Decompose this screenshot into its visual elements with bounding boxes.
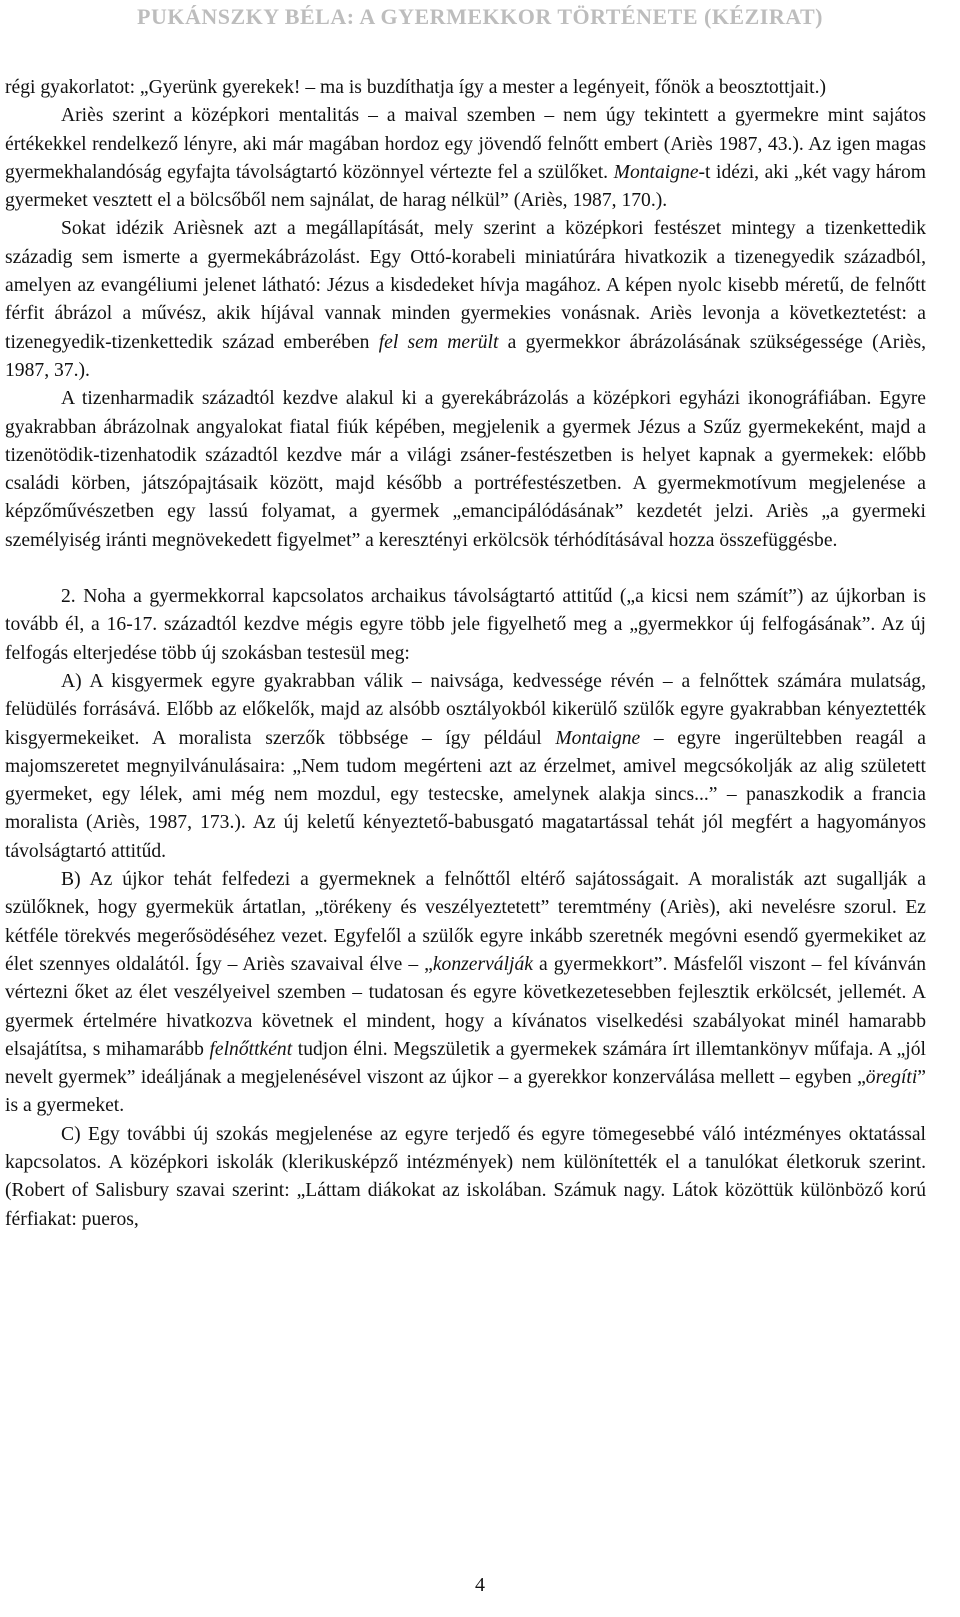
- text-run: B) Az újkor tehát felfedezi a gyermeknek a felnőttől eltérő sajátosságait. A moralisták azt sugallják a szülőknek, hogy gyermekük ártatlan, „törékeny és veszélyeztetett” teremtmény (Ariès), aki nevelésre szorul. Ez kétféle törekvés megerősödéséhez vezet. Egyfelől a szülők egyre inkább szeretnék megóvni esendő gyermekiket az élet szennyes oldalától. Így – Ariès szavaival élve – „: [5, 869, 926, 975]
- running-header: PUKÁNSZKY BÉLA: A GYERMEKKOR TÖRTÉNETE (KÉZIRAT): [137, 4, 823, 29]
- text-run: -t idézi, aki „két vagy három gyermeket vesztett el a bölcsőből nem sajnálat, de harag nélkül” (Ariès, 1987, 170.).: [5, 161, 926, 212]
- paragraph-c: [5, 1121, 926, 1234]
- text-run: 2. Noha a gyermekkorral kapcsolatos archaikus távolságtartó attitűd („a kicsi nem számít”) az újkorban is tovább él, a 16-17. századtól kezdve mégis egyre több jele figyelhető meg a „gyermekkor új felfogásának”. Az új felfogás elterjedése több új szokásban testesül meg:: [5, 586, 926, 664]
- text-run: ” is a gyermeket.: [5, 1067, 926, 1117]
- text-run: Ariès szerint a középkori mentalitás – a maival szemben – nem úgy tekintett a gyermekre mint sajátos értékekkel rendelkező lényre, aki már magában hordoz egy jövendő felnőtt embert (Ariès 1987, 43.). Az igen magas gyermekhalandóság egyfajta távolságtartó közönnyel vértezte fel a szülőket.: [5, 105, 926, 183]
- paragraph: [5, 215, 926, 385]
- italic-run: Montaigne: [613, 161, 699, 183]
- paragraph-a: [5, 668, 926, 866]
- italic-run: konzerválják: [432, 953, 533, 975]
- text-run: A tizenharmadik századtól kezdve alakul ki a gyerekábrázolás a középkori egyházi ikonográfiában. Egyre gyakrabban ábrázolnak angyalokat fiatal fiúk képében, megjelenik a gyermek Jézus a Szűz gyermekeként, majd a tizenötödik-tizenhatodik századtól kezdve már a világi zsáner-festészetben is helyet kapnak a gyermekek: előbb családi körben, játszópajtásaik között, majd később a portréfestészetben. A gyermekmotívum megjelenése a képzőművészetben egy lassú folyamat, a gyermek „emancipálódásának” kezdetét jelzi. Ariès „a gyermeki személyiség iránti megnövekedett figyelmet” a keresztényi erkölcsök térhódításával hozza összefüggésbe.: [5, 388, 926, 551]
- document-body: [5, 74, 926, 1234]
- text-run: a gyermekkort”. Másfelől viszont – fel kívánván vértezni őket az élet veszélyeivel szemben – tudatosan és egyre következetesebben fejlesztik erkölcsét, jellemét. A gyermek értelmére hivatkozva követnek el mindent, hogy a kívánatos viselkedési szabályokat minél hamarabb elsajátítsa, s mihamarább: [5, 953, 926, 1060]
- text-run: A) A kisgyermek egyre gyakrabban válik – naivsága, kedvessége révén – a felnőttek számára mulatság, felüdülés forrásává. Előbb az előkelők, majd az alsóbb osztályokból kikerülő szülők egyre gyakrabban kényeztették kisgyermekeiket. A moralista szerzők többsége – így például: [5, 670, 926, 749]
- paragraph: [5, 385, 926, 555]
- text-run: a gyermekkor ábrázolásának szükségessége (Ariès, 1987, 37.).: [5, 331, 926, 381]
- text-run: tudjon élni. Megszületik a gyermekek számára írt illemtankönyv műfaja. A „jól nevelt gyermek” ideáljának a megjelenésével viszont az újkor – a gyerekkor konzerválása mellett – egyben „: [5, 1038, 926, 1089]
- italic-run: fel sem merült: [378, 331, 499, 353]
- text-run: C) Egy további új szokás megjelenése az egyre terjedő és egyre tömegesebbé váló intézményes oktatással kapcsolatos. A középkori iskolák (klerikusképző intézmények) nem különítették el a tanulókat életkoruk szerint. (Robert of Salisbury szavai szerint: „Láttam diákokat az iskolában. Számuk nagy. Látok közöttük különböző korú férfiakat: pueros,: [5, 1123, 926, 1230]
- paragraph-b: [5, 866, 926, 1121]
- italic-run: öregíti: [865, 1067, 918, 1089]
- text-run: – egyre ingerültebben reagál a majomszeretet megnyilvánulásaira: „Nem tudom megérteni azt az érzelmet, amivel megcsókolják az alig született gyermeket, egy lélek, ami még nem mozdul, egy testecske, amelynek alakja sincs...” – panaszkodik a francia moralista (Ariès, 1987, 173.). Az új keletű kényeztető-babusgató magatartással tehát jól megfért a hagyományos távolságtartó attitűd.: [5, 727, 926, 862]
- paragraph: [5, 74, 926, 102]
- paragraph: [5, 102, 926, 215]
- italic-run: Montaigne: [555, 727, 641, 749]
- paragraph-section-2: [5, 583, 926, 668]
- page-number: 4: [475, 1574, 485, 1596]
- italic-run: felnőttként: [209, 1038, 293, 1060]
- text-run: régi gyakorlatot: „Gyerünk gyerekek! – ma is buzdíthatja így a mester a legényeit, főnök a beosztottjait.): [5, 77, 827, 98]
- text-run: Sokat idézik Arièsnek azt a megállapítását, mely szerint a középkori festészet mintegy a tizenkettedik századig sem ismerte a gyermekábrázolást. Egy Ottó-korabeli miniatúrára hivatkozik a tizenegyedik századból, amelyen az evangéliumi jelenet látható: Jézus a kisdedeket hívja magához. A képen nyolc kisebb méretű, de felnőtt férfit ábrázol a művész, akik híjával vannak minden gyermekies vonásnak. Ariès levonja a következtetést: a tizenegyedik-tizenkettedik század emberében: [5, 218, 926, 353]
